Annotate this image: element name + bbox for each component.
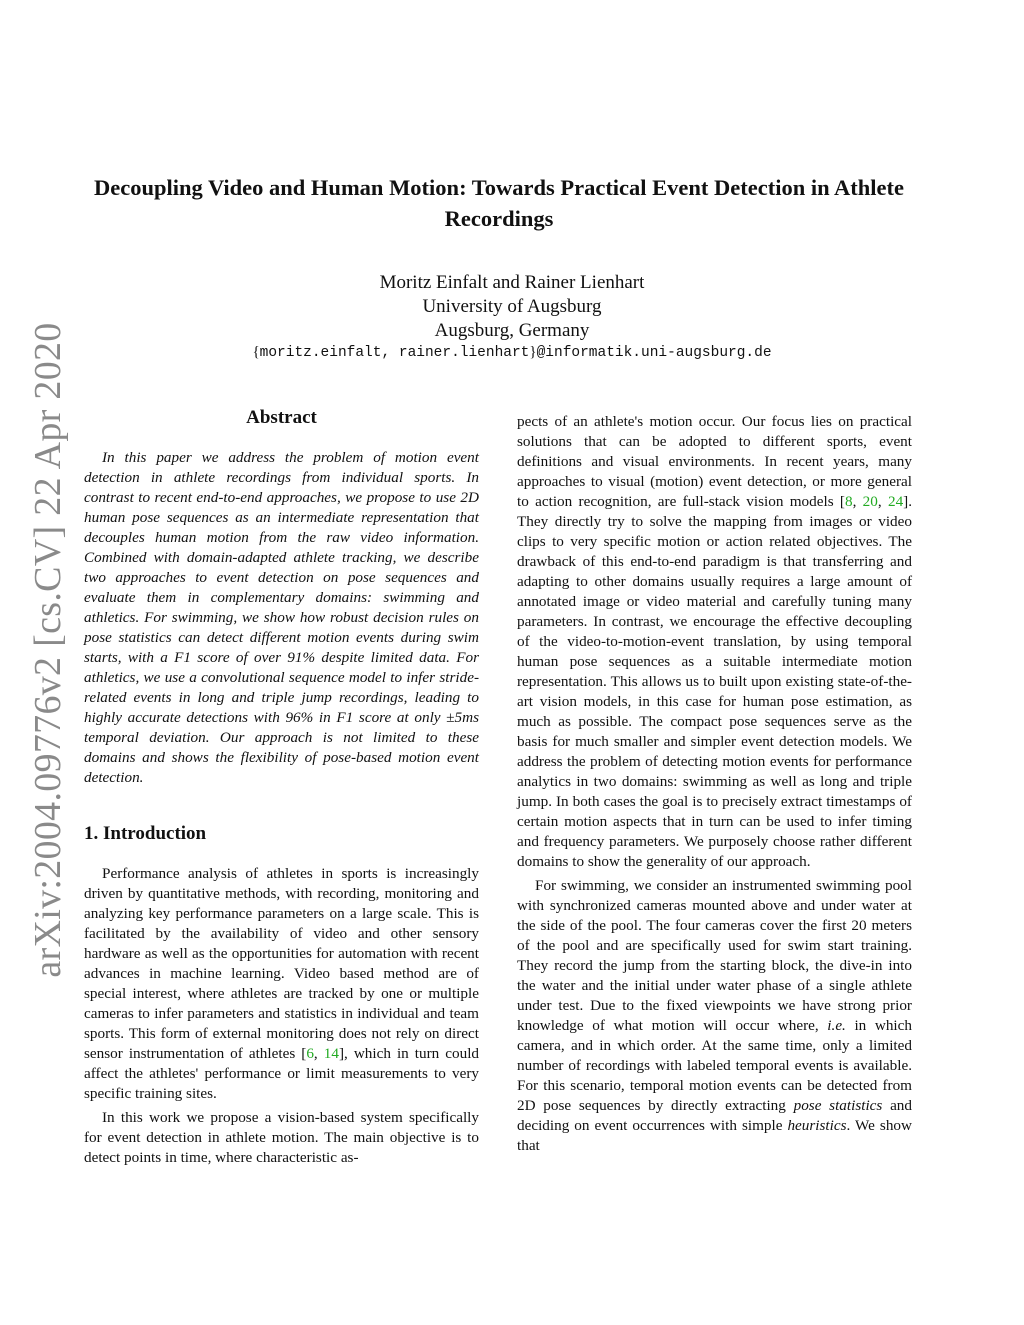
right-p1-text-end: ]. They directly try to solve the mapping from images or video clips to very specific motion or action related objectives. The drawback of this end-to-end paradigm is that transferring and adapting to other domains usually requires a large amount of annotated image or video material and carefully tuning many parameters. In contrast, we encourage the effective decoupling of the video-to-motion-event translation, by using temporal human pose sequences as a suitable intermediate motion representation. This allows us to built upon existing state-of-the-art vision models, in this case for human pose estimation, as much as possible. The compact pose sequences serve as the basis for much smaller and simpler event detection models. We address the problem of detecting motion events for performance analytics in two domains: swimming as well as long and triple jump. In both cases the goal is to precisely extract timestamps of certain motion aspects that in turn can be used to infer timing and frequency parameters. We purposely choose rather different domains to show the generality of our approach. [517,493,913,870]
intro-paragraph-2-continued [517,412,912,872]
author-location: Augsburg, Germany [434,320,590,341]
author-affiliation: University of Augsburg [422,296,602,317]
swim-text-ie: i.e. [827,1017,846,1034]
email-brace-open: { [252,344,260,360]
author-names: Moritz Einfalt and Rainer Lienhart [379,272,645,293]
paper-title: Decoupling Video and Human Motion: Towards Practical Event Detection in Athlete Recordings [94,175,904,231]
citation-6[interactable]: 6 [306,1045,314,1062]
arxiv-stamp [27,322,69,978]
arxiv-identifier: arXiv:2004.09776v2 [cs.CV] 22 Apr 2020 [27,322,69,978]
swim-emph-heuristics: heuristics [787,1117,847,1134]
citation-20[interactable]: 20 [862,493,878,510]
right-column [517,412,912,1156]
intro-p1-text: Performance analysis of athletes in sports is increasingly driven by quantitative methods, with recording, monitoring and analyzing key performance parameters on a large scale. This is facilitated by the availability of video and other sensory hardware as well as the opportunities for automation with recent advances in machine learning. Video based method are of special interest, where athletes are tracked by one or multiple cameras to infer parameters and statistics in individual and team sports. This form of external monitoring does not rely on direct sensor instrumentation of athletes [ [84,865,479,1062]
citation-8[interactable]: 8 [844,493,853,510]
email-brace-close: } [529,344,537,360]
intro-paragraph-1 [84,864,479,1104]
right-p1-text: pects of an athlete's motion occur. Our focus lies on practical solutions that can be adopted to different sports, event definitions and visual environments. In recent years, many approaches to visual (motion) event detection, or more general to action recognition, are full-stack vision models [ [517,413,912,510]
citation-separator: , [313,1045,324,1062]
swim-emph-pose-statistics: pose statistics [793,1097,883,1114]
intro-paragraph-swimming [517,876,912,1156]
intro-p1-text-end: ], which in turn could affect the athletes' performance or limit measurements to very specific training sites. [84,1045,480,1102]
swim-text-c: and deciding on event occurrences with simple [517,1097,912,1134]
left-column [84,408,479,1168]
swim-text-a: For swimming, we consider an instrumented swimming pool with synchronized cameras mounted above and under water at the side of the pool. The four cameras cover the first 20 meters of the pool and are specifically used for swim start training. They record the jump from the starting block, the dive-in into the water and the initial under water phase of a single athlete under test. Due to the fixed viewpoints we have strong prior knowledge of what motion will occur where, [517,877,912,1034]
intro-paragraph-2: In this work we propose a vision-based system specifically for event detection in athlete motion. The main objective is to detect points in time, where characteristic as- [84,1109,479,1166]
swim-text-b: in which camera, and in which order. At the same time, only a limited number of recordings with labeled temporal events is available. For this scenario, temporal motion events can be detected from 2D pose sequences by directly extracting [517,1017,912,1114]
email-domain: @informatik.uni-augsburg.de [536,345,772,361]
citation-14[interactable]: 14 [323,1045,339,1062]
citation-24[interactable]: 24 [887,493,904,510]
citation-separator: , [877,493,888,510]
author-email [0,344,1024,361]
email-users: moritz.einfalt, rainer.lienhart [259,345,530,361]
introduction-heading: 1. Introduction [84,823,207,844]
citation-separator: , [852,493,863,510]
abstract-heading: Abstract [246,407,317,428]
abstract-text: In this paper we address the problem of motion event detection in athlete recordings from individual sports. In contrast to recent end-to-end approaches, we propose to use 2D human pose sequences as an intermediate representation that decouples human motion from the raw video information. Combined with domain-adapted athlete tracking, we describe two approaches to event detection on pose sequences and evaluate them in complementary domains: swimming and athletics. For swimming, we show how robust decision rules on pose statistics can detect different motion events during swim starts, with a F1 score of over 91% despite limited data. For athletics, we use a convolutional sequence model to infer stride-related events in long and triple jump recordings, leading to highly accurate detections with 96% in F1 score at only ±5ms temporal deviation. Our approach is not limited to these domains and shows the flexibility of pose-based motion event detection. [84,449,479,786]
swim-text-d: . We show that [517,1117,912,1154]
